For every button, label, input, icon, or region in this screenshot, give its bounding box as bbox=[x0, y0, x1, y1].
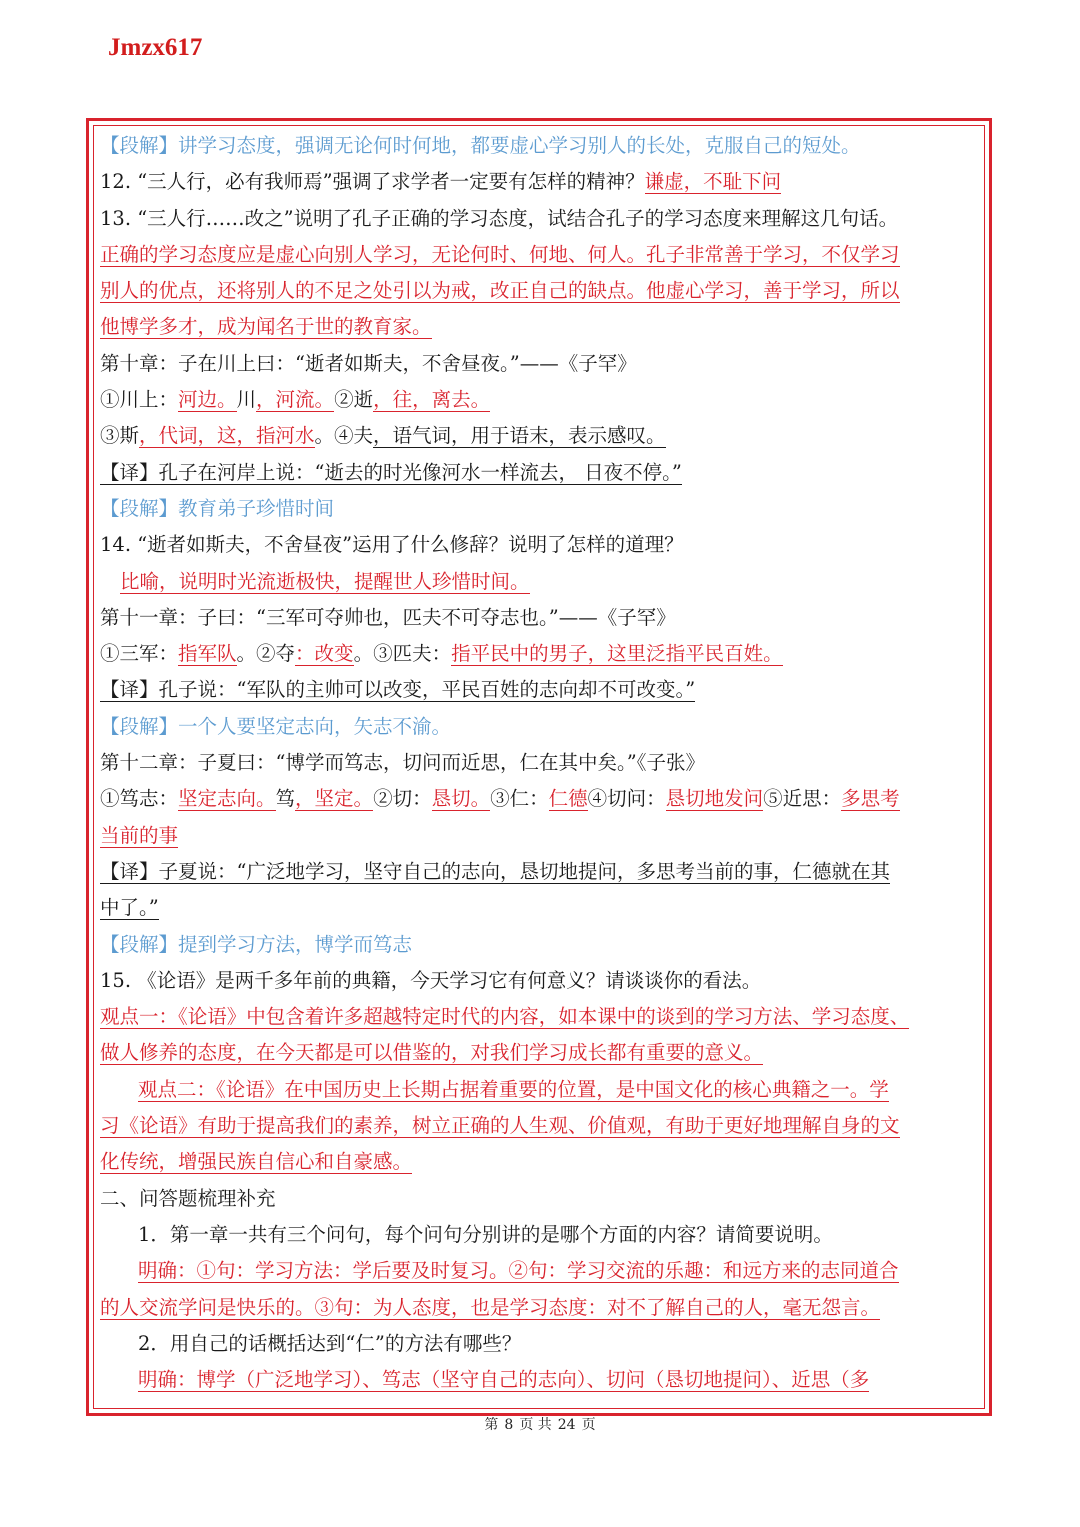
text-line bbox=[100, 382, 983, 418]
answer-text: 他博学多才，成为闻名于世的教育家。 bbox=[100, 315, 432, 339]
body-text: 二、问答题梳理补充 bbox=[100, 1186, 276, 1210]
text-line bbox=[100, 1035, 983, 1071]
body-text: ③斯 bbox=[100, 424, 140, 448]
body-text: 13. “三人行……改之”说明了孔子正确的学习态度，试结合孔子的学习态度来理解这几句话。 bbox=[100, 206, 899, 230]
answer-text: ，坚定。 bbox=[295, 787, 374, 811]
text-line bbox=[100, 1181, 983, 1217]
footer-suffix: 页 bbox=[581, 1417, 596, 1433]
answer-text: 观点二：《论语》在中国历史上长期占据着重要的位置，是中国文化的核心典籍之一。学 bbox=[138, 1077, 889, 1101]
body-text: ，语气词，用于语末，表示感叹。 bbox=[373, 424, 666, 448]
text-line bbox=[100, 600, 983, 636]
answer-text: 谦虚，不耻下问 bbox=[644, 170, 782, 194]
text-line bbox=[100, 346, 983, 382]
answer-text: 明确：博学（广泛地学习）、笃志（坚守自己的志向）、切问（恳切地提问）、近思（多 bbox=[138, 1368, 870, 1392]
text-line bbox=[100, 564, 983, 600]
answer-text: 多思考 bbox=[841, 787, 900, 811]
answer-text: 做人修养的态度，在今天都是可以借鉴的，对我们学习成长都有重要的意义。 bbox=[100, 1041, 764, 1065]
body-text: 【译】孔子说：“军队的主帅可以改变，平民百姓的志向却不可改变。” bbox=[100, 678, 696, 702]
answer-text: 指军队 bbox=[178, 642, 237, 666]
page-footer bbox=[0, 1414, 1080, 1434]
body-text: 14. “逝者如斯夫，不舍昼夜”运用了什么修辞？说明了怎样的道理？ bbox=[100, 533, 684, 557]
body-text: 1．第一章一共有三个问句，每个问句分别讲的是哪个方面的内容？请简要说明。 bbox=[138, 1222, 833, 1246]
body-text: 川 bbox=[236, 388, 257, 412]
text-line bbox=[100, 999, 983, 1035]
text-line bbox=[100, 818, 983, 854]
text-line bbox=[100, 128, 983, 164]
body-text: ①笃志： bbox=[100, 787, 179, 811]
body-text: 2．用自己的话概括达到“仁”的方法有哪些？ bbox=[138, 1331, 522, 1355]
annotation-text: 【段解】一个人要坚定志向，矢志不渝。 bbox=[100, 714, 452, 738]
body-text: ②切： bbox=[373, 787, 432, 811]
text-line bbox=[100, 781, 983, 817]
text-line bbox=[100, 201, 983, 237]
footer-total-pages: 24 bbox=[557, 1417, 576, 1433]
body-text: 中了。” bbox=[100, 896, 159, 920]
text-line bbox=[100, 1253, 983, 1289]
body-text: 。②夺 bbox=[236, 642, 296, 666]
body-text: 第十一章：子曰：“三军可夺帅也，匹夫不可夺志也。”——《子罕》 bbox=[100, 605, 676, 629]
annotation-text: 【段解】讲学习态度，强调无论何时何地，都要虚心学习别人的长处，克服自己的短处。 bbox=[100, 134, 861, 157]
body-text: ③仁： bbox=[490, 787, 549, 811]
body-text: ②逝 bbox=[334, 388, 374, 412]
document-body bbox=[100, 128, 983, 1398]
text-line bbox=[100, 1290, 983, 1326]
answer-text: 指平民中的男子，这里泛指平民百姓。 bbox=[451, 642, 783, 666]
text-line bbox=[100, 709, 983, 745]
body-text: ⑤近思： bbox=[763, 787, 842, 811]
answer-text: 当前的事 bbox=[100, 823, 179, 847]
text-line bbox=[100, 1072, 983, 1108]
text-line bbox=[100, 1108, 983, 1144]
answer-text: 河边。 bbox=[178, 388, 237, 412]
annotation-text: 【段解】教育弟子珍惜时间 bbox=[100, 496, 335, 520]
annotation-text: 【段解】提到学习方法，博学而笃志 bbox=[100, 932, 413, 956]
body-text: ①川上： bbox=[100, 388, 179, 412]
text-line bbox=[100, 1326, 983, 1362]
answer-text: 观点一：《论语》中包含着许多超越特定时代的内容，如本课中的谈到的学习方法、学习态度、 bbox=[100, 1005, 910, 1029]
body-text: 【译】孔子在河岸上说：“逝去的时光像河水一样流去， 日夜不停。” bbox=[100, 460, 682, 484]
text-line bbox=[100, 636, 983, 672]
body-text: 12. “三人行，必有我师焉”强调了求学者一定要有怎样的精神？ bbox=[100, 170, 645, 194]
footer-page-number: 8 bbox=[504, 1417, 514, 1433]
watermark: Jmzx617 bbox=[108, 34, 203, 61]
text-line bbox=[100, 455, 983, 491]
answer-text: ，往，离去。 bbox=[373, 388, 491, 412]
text-line bbox=[100, 273, 983, 309]
body-text: ①三军： bbox=[100, 642, 179, 666]
text-line bbox=[100, 418, 983, 454]
body-text: 第十章：子在川上曰：“逝者如斯夫，不舍昼夜。”——《子罕》 bbox=[100, 351, 637, 375]
body-text: 。④夫 bbox=[314, 424, 374, 448]
answer-text: 正确的学习态度应是虚心向别人学习，无论何时、何地、何人。孔子非常善于学习，不仅学习 bbox=[100, 242, 900, 266]
text-line bbox=[100, 527, 983, 563]
text-line bbox=[100, 854, 983, 890]
text-line bbox=[100, 927, 983, 963]
answer-text: 坚定志向。 bbox=[178, 787, 276, 811]
text-line bbox=[100, 1362, 983, 1398]
text-line bbox=[100, 745, 983, 781]
answer-text: 比喻，说明时光流逝极快，提醒世人珍惜时间。 bbox=[120, 569, 530, 593]
body-text: 笃 bbox=[275, 787, 296, 811]
text-line bbox=[100, 164, 983, 200]
footer-prefix: 第 bbox=[484, 1417, 499, 1433]
body-text: 【译】子夏说：“广泛地学习，坚守自己的志向，恳切地提问，多思考当前的事，仁德就在其 bbox=[100, 859, 890, 883]
body-text: 第十二章：子夏曰：“博学而笃志，切问而近思，仁在其中矣。”《子张》 bbox=[100, 751, 705, 775]
answer-text: ：改变 bbox=[295, 642, 354, 666]
body-text: 15. 《论语》是两千多年前的典籍，今天学习它有何意义？请谈谈你的看法。 bbox=[100, 968, 762, 992]
answer-text: 的人交流学问是快乐的。③句：为人态度，也是学习态度：对不了解自己的人，毫无怨言。 bbox=[100, 1295, 881, 1319]
text-line bbox=[100, 672, 983, 708]
answer-text: 化传统，增强民族自信心和自豪感。 bbox=[100, 1150, 413, 1174]
text-line bbox=[100, 237, 983, 273]
text-line bbox=[100, 309, 983, 345]
answer-text: ，河流。 bbox=[256, 388, 335, 412]
body-text: ④切问： bbox=[587, 787, 666, 811]
footer-mid: 页 共 bbox=[519, 1417, 552, 1433]
answer-text: 明确：①句：学习方法：学后要及时复习。②句：学习交流的乐趣：和远方来的志同道合 bbox=[138, 1259, 899, 1283]
answer-text: 习《论语》有助于提高我们的素养，树立正确的人生观、价值观，有助于更好地理解自身的文 bbox=[100, 1114, 900, 1138]
text-line bbox=[100, 890, 983, 926]
text-line bbox=[100, 491, 983, 527]
answer-text: 仁德 bbox=[548, 787, 588, 811]
text-line bbox=[100, 1144, 983, 1180]
text-line bbox=[100, 1217, 983, 1253]
answer-text: 恳切。 bbox=[431, 787, 491, 811]
answer-text: 恳切地发问 bbox=[665, 787, 764, 811]
answer-text: 别人的优点，还将别人的不足之处引以为戒，改正自己的缺点。他虚心学习，善于学习，所以 bbox=[100, 279, 900, 303]
body-text: 。③匹夫： bbox=[353, 642, 452, 666]
text-line bbox=[100, 963, 983, 999]
answer-text: ，代词，这，指河水 bbox=[139, 424, 315, 448]
